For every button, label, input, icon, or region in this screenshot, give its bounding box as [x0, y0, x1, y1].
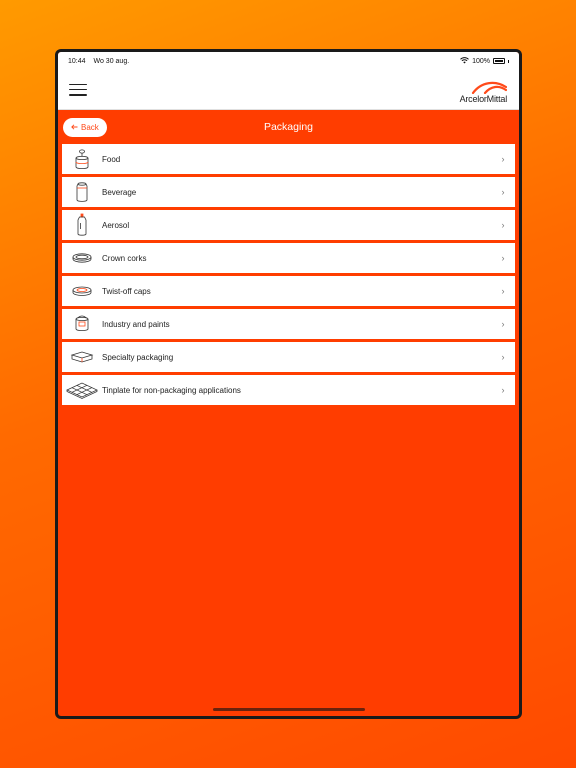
chevron-right-icon: › — [501, 286, 505, 296]
food-can-icon — [62, 144, 102, 174]
item-label: Aerosol — [102, 220, 130, 230]
list-item-crown-corks[interactable] — [62, 243, 515, 273]
item-label: Crown corks — [102, 253, 147, 263]
status-bar — [58, 52, 519, 70]
list-item-specialty-packaging[interactable] — [62, 342, 515, 372]
item-label: Industry and paints — [102, 319, 170, 329]
status-time: 10:44 — [68, 57, 86, 65]
app-header — [58, 70, 519, 110]
item-label: Beverage — [102, 187, 137, 197]
app-screen — [58, 52, 519, 716]
battery-percent: 100% — [472, 57, 490, 65]
packaging-list — [58, 144, 519, 405]
back-button[interactable] — [63, 118, 107, 137]
arrow-left-icon — [71, 123, 78, 132]
logo-text: ArcelorMittal — [459, 93, 507, 104]
list-item-twist-off-caps[interactable] — [62, 276, 515, 306]
paint-can-icon — [62, 309, 102, 339]
chevron-right-icon: › — [501, 187, 505, 197]
chevron-right-icon: › — [501, 253, 505, 263]
back-label: Back — [81, 123, 99, 132]
list-item-tinplate-non-packaging[interactable] — [62, 375, 515, 405]
home-indicator[interactable] — [213, 708, 365, 711]
title-bar — [58, 110, 519, 144]
logo-arc-icon — [471, 80, 507, 94]
item-label: Twist-off caps — [102, 286, 151, 296]
chevron-right-icon: › — [501, 385, 505, 395]
status-date: Wo 30 aug. — [93, 57, 130, 65]
crown-cork-icon — [62, 243, 102, 273]
list-item-food[interactable] — [62, 144, 515, 174]
list-item-beverage[interactable] — [62, 177, 515, 207]
chevron-right-icon: › — [501, 319, 505, 329]
item-label: Specialty packaging — [102, 352, 174, 362]
wifi-icon — [460, 57, 469, 66]
specialty-tin-icon — [62, 342, 102, 372]
chevron-right-icon: › — [501, 220, 505, 230]
device-frame — [55, 49, 522, 719]
tinplate-grid-icon — [62, 375, 102, 405]
aerosol-can-icon — [62, 210, 102, 240]
arcelormittal-logo — [460, 80, 507, 104]
battery-icon — [493, 58, 505, 64]
beverage-can-icon — [62, 177, 102, 207]
twist-off-cap-icon — [62, 276, 102, 306]
item-label: Food — [102, 154, 121, 164]
page-title: Packaging — [263, 121, 314, 133]
menu-icon[interactable] — [69, 84, 87, 96]
item-label: Tinplate for non-packaging applications — [102, 385, 241, 395]
chevron-right-icon: › — [501, 154, 505, 164]
list-item-aerosol[interactable] — [62, 210, 515, 240]
list-item-industry-and-paints[interactable] — [62, 309, 515, 339]
chevron-right-icon: › — [501, 352, 505, 362]
